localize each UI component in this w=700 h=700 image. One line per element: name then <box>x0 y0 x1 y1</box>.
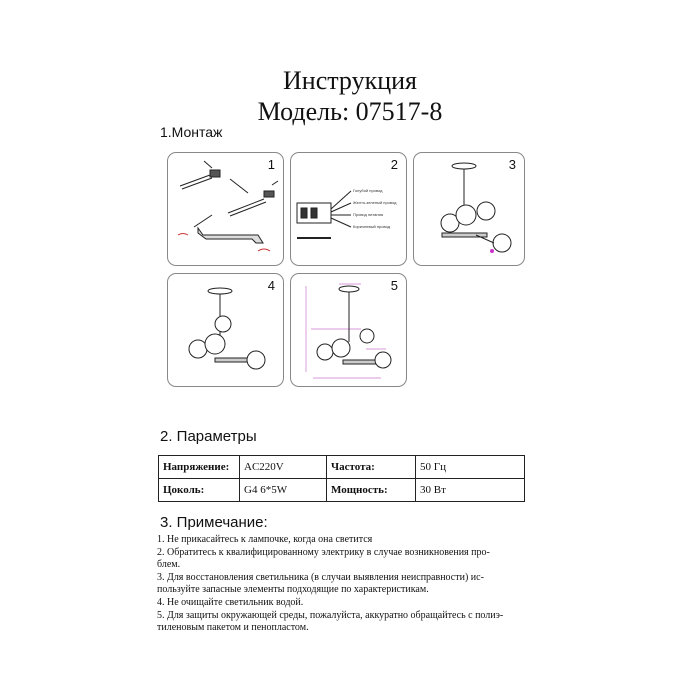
frequency-label: Частота: <box>327 456 416 479</box>
note-line: тиленовым пакетом и пенопластом. <box>157 622 309 634</box>
finished-fixture-illustration <box>168 274 283 386</box>
step-1-panel <box>167 152 284 266</box>
step-1-number: 1 <box>267 157 275 172</box>
step-2-panel <box>290 152 407 266</box>
section-notes-heading: 3. Примечание: <box>160 514 268 531</box>
note-line: 1. Не прикасайтесь к лампочке, когда она светится <box>157 534 373 545</box>
step-2-number: 2 <box>390 157 398 172</box>
note-line: блем. <box>157 559 181 571</box>
socket-value: G4 6*5W <box>240 479 327 502</box>
step-5-panel <box>290 273 407 387</box>
parameters-table <box>158 455 525 502</box>
note-line: 4. Не очищайте светильник водой. <box>157 596 304 608</box>
assembly-illustration <box>414 153 524 265</box>
frequency-value: 50 Гц <box>416 456 525 479</box>
notes-list <box>157 534 537 635</box>
wiring-label-power: Провод питания <box>353 212 384 217</box>
step-4-panel <box>167 273 284 387</box>
step-3-number: 3 <box>508 157 516 172</box>
step-5-number: 5 <box>390 278 398 293</box>
section-mount-heading: 1.Монтаж <box>160 124 223 140</box>
step-3-panel <box>413 152 525 266</box>
socket-label: Цоколь: <box>159 479 240 502</box>
wiring-label-ground: Желто-зеленый провод <box>353 200 397 205</box>
dimensions-illustration <box>291 274 406 386</box>
wiring-illustration <box>291 153 406 265</box>
voltage-label: Напряжение: <box>159 456 240 479</box>
wiring-label-brown: Коричневый провод <box>353 224 391 229</box>
power-value: 30 Вт <box>416 479 525 502</box>
power-label: Мощность: <box>327 479 416 502</box>
table-row <box>159 456 525 479</box>
table-row <box>159 479 525 502</box>
note-line: 3. Для восстановления светильника (в случаи выявления неисправности) ис- <box>157 571 484 583</box>
note-line: пользуйте запасные элементы подходящие по характеристикам. <box>157 584 429 596</box>
voltage-value: AC220V <box>240 456 327 479</box>
section-params-heading: 2. Параметры <box>160 428 257 445</box>
note-line: 2. Обратитесь к квалифицированному электрику в случае возникновения про- <box>157 546 490 558</box>
wiring-label-blue: Голубой провод <box>353 188 383 193</box>
document-title: Инструкция <box>283 66 417 95</box>
mount-screws-illustration <box>168 153 283 265</box>
model-number: Модель: 07517-8 <box>257 97 443 126</box>
step-4-number: 4 <box>267 278 275 293</box>
note-line: 5. Для защиты окружающей среды, пожалуйста, аккуратно обращайтесь с полиэ- <box>157 609 504 621</box>
